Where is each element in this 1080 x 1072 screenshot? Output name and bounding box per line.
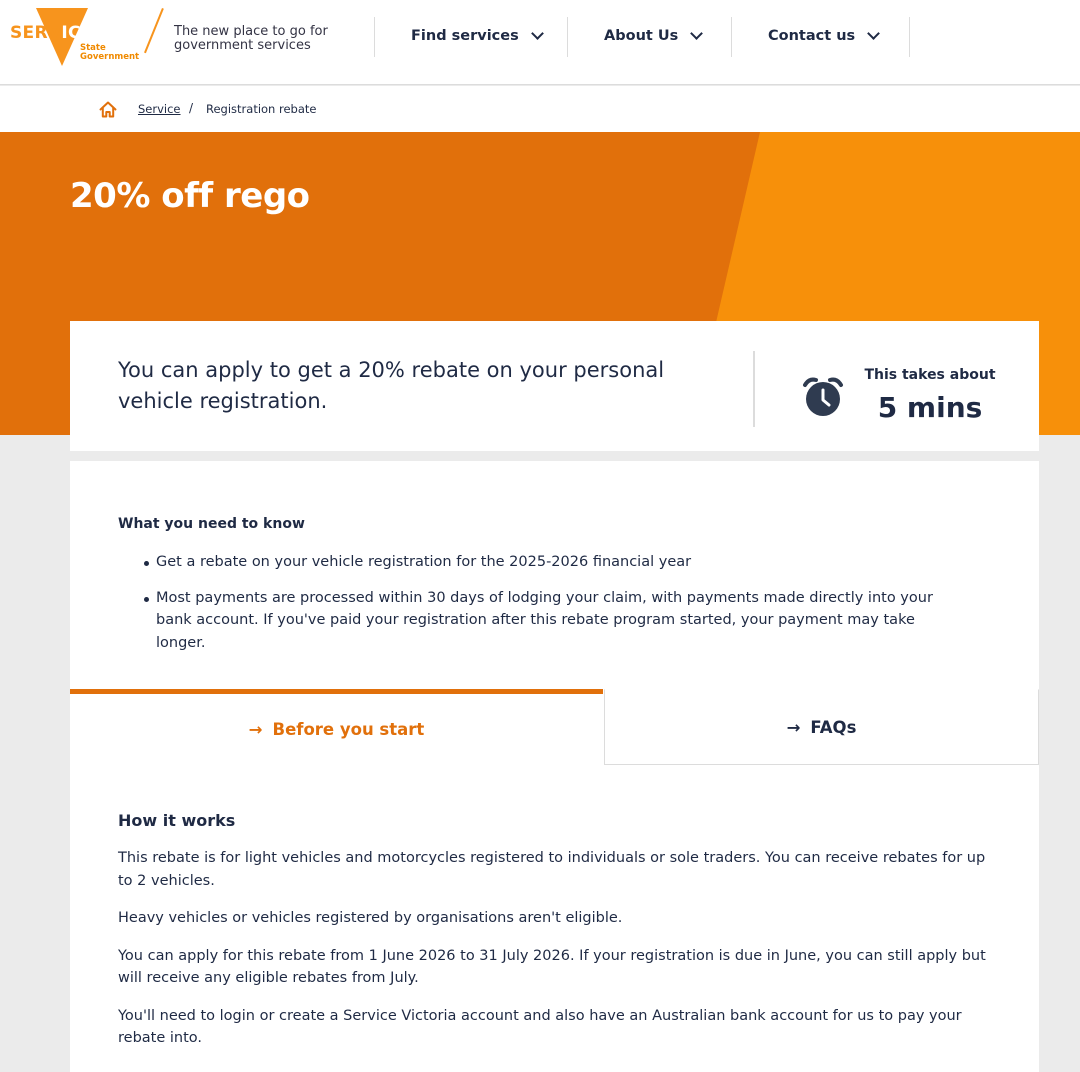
logo-slash-divider (144, 8, 164, 53)
chevron-down-icon (867, 27, 880, 40)
breadcrumb-current: Registration rebate (206, 102, 317, 116)
page-title: 20% off rego (70, 176, 310, 216)
nav-separator (909, 17, 910, 57)
intro-divider (753, 351, 755, 427)
arrow-right-icon: → (786, 717, 801, 737)
arrow-right-icon: → (248, 720, 263, 739)
alarm-clock-icon (802, 376, 844, 418)
paragraph: You'll need to login or create a Service Victoria account and also have an Australian bank account for us to pay your rebate into. (118, 1007, 962, 1046)
nav-find-services[interactable] (411, 28, 542, 44)
header-tagline: The new place to go for government services (174, 24, 328, 53)
paragraph: Heavy vehicles or vehicles registered by organisations aren't eligible. (118, 910, 623, 926)
need-to-know-heading: What you need to know (118, 516, 305, 532)
how-it-works-body (118, 847, 998, 1065)
nav-separator (374, 17, 375, 57)
nav-find-services-label: Find services (411, 28, 519, 44)
logo-wordmark: SERVICE (10, 23, 93, 43)
how-it-works-heading: How it works (118, 811, 236, 830)
list-item: Get a rebate on your vehicle registration for the 2025-2026 financial year (118, 551, 968, 574)
chevron-down-icon (531, 27, 544, 40)
service-victoria-logo[interactable] (10, 6, 140, 70)
nav-about-us-label: About Us (604, 28, 679, 44)
home-icon[interactable] (99, 101, 117, 118)
site-header (0, 0, 1080, 85)
tab-faqs[interactable] (604, 689, 1039, 765)
duration-label: This takes about (864, 367, 996, 383)
breadcrumb-separator: / (189, 101, 194, 115)
intro-card (70, 321, 1039, 451)
tab-before-you-start[interactable] (70, 689, 603, 765)
list-item: Most payments are processed within 30 days of lodging your claim, with payments made directly into your bank account. If you've paid your registration after this rebate program started, your payment may take longer. (118, 587, 968, 655)
paragraph: You can apply for this rebate from 1 June 2026 to 31 July 2026. If your registration is due in June, you can still apply but will receive any eligible rebates from July. (118, 947, 986, 986)
intro-text: You can apply to get a 20% rebate on your personal vehicle registration. (118, 358, 665, 413)
content-card (70, 461, 1039, 1072)
duration-value: 5 mins (877, 391, 983, 424)
breadcrumb-link-service[interactable]: Service (138, 102, 181, 116)
chevron-down-icon (690, 27, 703, 40)
nav-separator (567, 17, 568, 57)
tab-faqs-label: FAQs (810, 717, 857, 737)
tab-before-you-start-label: Before you start (272, 720, 425, 739)
nav-about-us[interactable] (604, 28, 701, 44)
nav-contact-us[interactable] (768, 28, 878, 44)
need-to-know-list (118, 551, 968, 667)
paragraph: This rebate is for light vehicles and motorcycles registered to individuals or sole traders. You can receive rebates for up to 2 vehicles. (118, 850, 986, 889)
logo-subtext: State Government (80, 43, 140, 62)
nav-contact-us-label: Contact us (768, 28, 856, 44)
nav-separator (731, 17, 732, 57)
